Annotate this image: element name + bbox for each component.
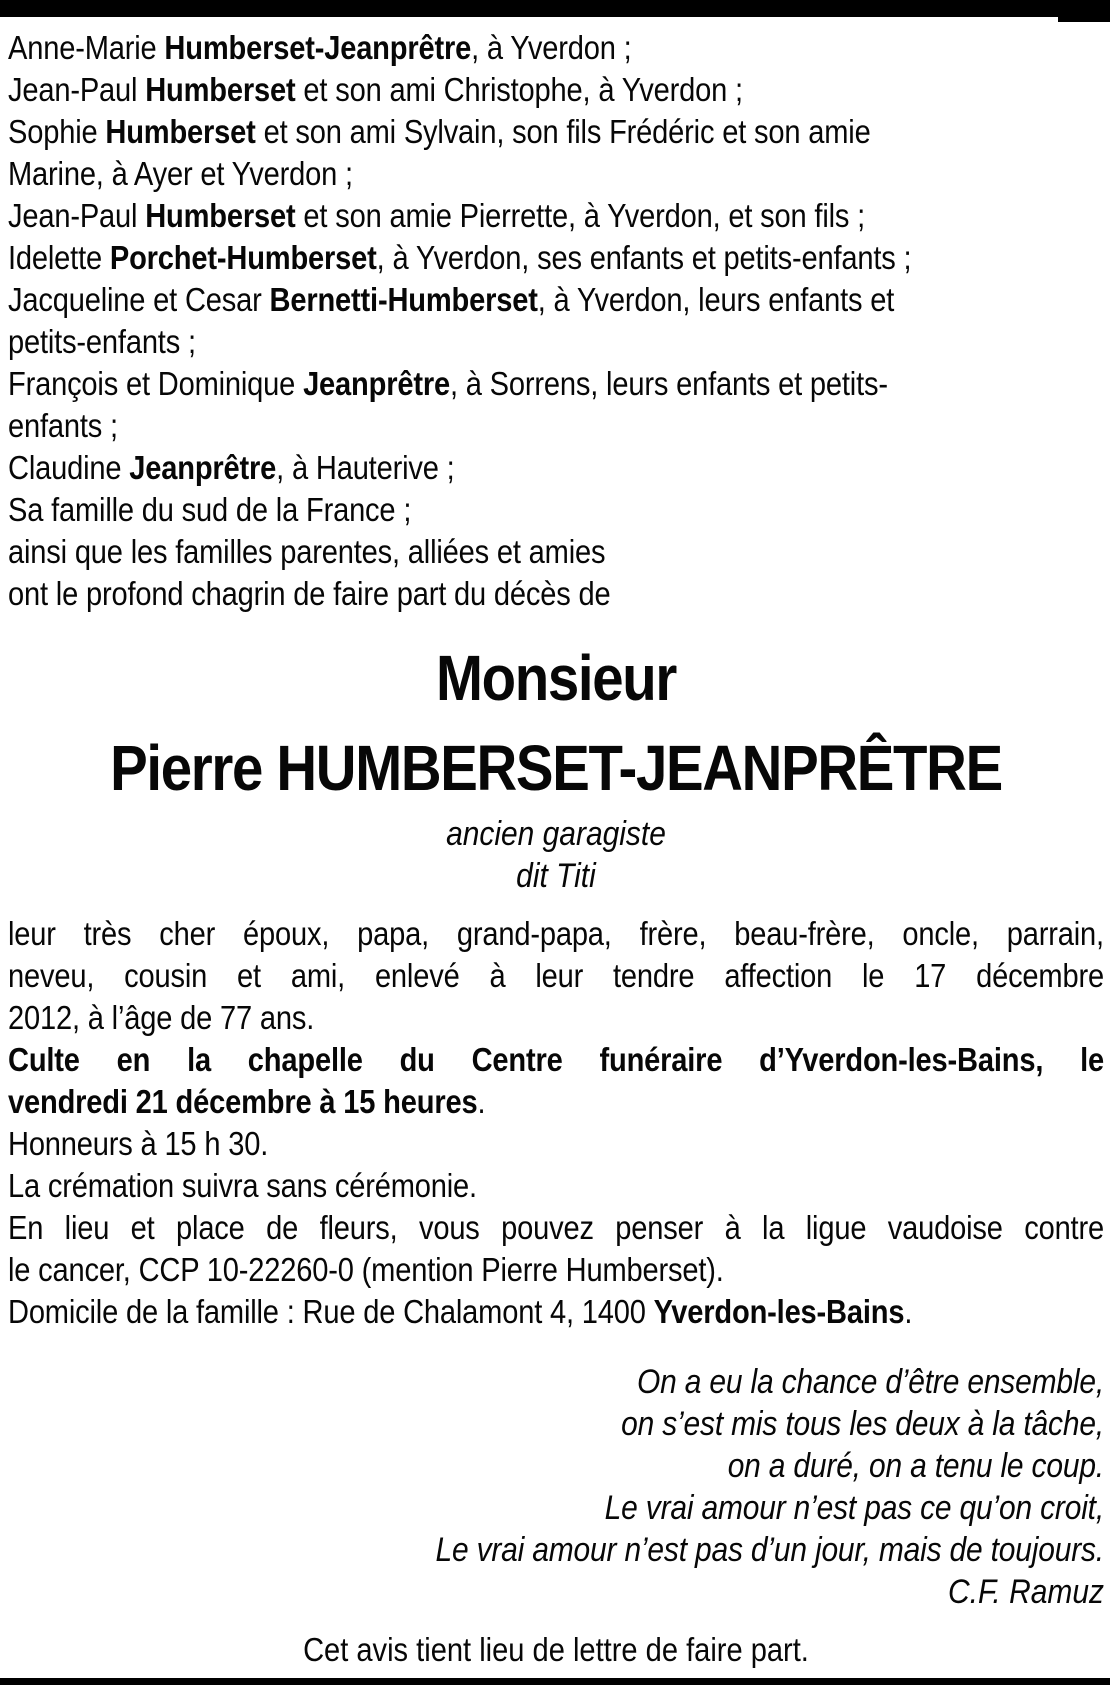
text-segment: ainsi que les familles parentes, alliées et amies bbox=[8, 533, 606, 570]
text-segment: et son ami Sylvain, son fils Frédéric et son amie bbox=[255, 113, 871, 150]
bottom-rule bbox=[0, 1678, 1110, 1685]
text-segment: Sophie bbox=[8, 113, 106, 150]
poem-line bbox=[8, 1403, 1104, 1445]
text-segment: neveu, cousin et ami, enlevé à leur tendre affection le 17 décembre bbox=[8, 957, 1104, 994]
text-segment: Honneurs à 15 h 30. bbox=[8, 1125, 269, 1162]
bold-text-segment: Yverdon-les-Bains bbox=[653, 1293, 905, 1330]
text-segment: on a duré, on a tenu le coup. bbox=[727, 1447, 1104, 1485]
announcement-line bbox=[8, 1249, 1104, 1291]
text-segment: Jacqueline et Cesar bbox=[8, 281, 270, 318]
text-segment: 2012, à l’âge de 77 ans. bbox=[8, 999, 315, 1036]
bold-text-segment: Jeanprêtre bbox=[303, 365, 450, 402]
text-segment: et son amie Pierrette, à Yverdon, et son fils ; bbox=[295, 197, 866, 234]
text-segment: petits-enfants ; bbox=[8, 323, 196, 360]
text-segment: Idelette bbox=[8, 239, 110, 276]
family-line bbox=[8, 237, 1104, 279]
family-line bbox=[8, 69, 1104, 111]
text-segment: , à Hauterive ; bbox=[276, 449, 455, 486]
text-segment: Sa famille du sud de la France ; bbox=[8, 491, 412, 528]
bold-text-segment: Humberset bbox=[145, 71, 296, 108]
closing-line: Cet avis tient lieu de lettre de faire part. bbox=[303, 1631, 809, 1668]
poem-block bbox=[8, 1361, 1104, 1571]
notice-sheet bbox=[8, 17, 1104, 1671]
text-segment: , à Yverdon ; bbox=[471, 29, 632, 66]
subtitle-nickname: dit Titi bbox=[516, 857, 596, 895]
family-line bbox=[8, 573, 1104, 615]
text-segment: On a eu la chance d’être ensemble, bbox=[637, 1363, 1104, 1401]
deceased-name: Pierre HUMBERSET-JEANPRÊTRE bbox=[110, 732, 1002, 804]
announcement-line bbox=[8, 913, 1104, 955]
text-segment: enfants ; bbox=[8, 407, 118, 444]
bold-text-segment: Jeanprêtre bbox=[129, 449, 277, 486]
text-segment: , à Yverdon, ses enfants et petits-enfants ; bbox=[376, 239, 912, 276]
text-segment: Jean-Paul bbox=[8, 197, 146, 234]
text-segment: ont le profond chagrin de faire part du décès de bbox=[8, 575, 611, 612]
text-segment: Le vrai amour n’est pas ce qu’on croit, bbox=[604, 1489, 1104, 1527]
family-line bbox=[8, 489, 1104, 531]
announcement-line bbox=[8, 1039, 1104, 1081]
announcement-body-block bbox=[8, 913, 1104, 1333]
announcement-line bbox=[8, 1291, 1104, 1333]
text-segment: , à Sorrens, leurs enfants et petits- bbox=[449, 365, 888, 402]
announcement-line bbox=[8, 1123, 1104, 1165]
announcement-line bbox=[8, 1207, 1104, 1249]
family-line bbox=[8, 447, 1104, 489]
bold-text-segment: Humberset bbox=[105, 113, 256, 150]
bold-text-segment: Bernetti-Humberset bbox=[269, 281, 538, 318]
announcement-line bbox=[8, 1081, 1104, 1123]
announcement-line bbox=[8, 1165, 1104, 1207]
text-segment: Domicile de la famille : Rue de Chalamont 4, 1400 bbox=[8, 1293, 654, 1330]
poem-line bbox=[8, 1361, 1104, 1403]
family-line bbox=[8, 195, 1104, 237]
text-segment: et son ami Christophe, à Yverdon ; bbox=[295, 71, 743, 108]
text-segment: , à Yverdon, leurs enfants et bbox=[537, 281, 895, 318]
family-line bbox=[8, 153, 1104, 195]
text-segment: François et Dominique bbox=[8, 365, 304, 402]
bold-text-segment: Humberset bbox=[145, 197, 296, 234]
announcement-line bbox=[8, 997, 1104, 1039]
family-line bbox=[8, 27, 1104, 69]
family-line bbox=[8, 321, 1104, 363]
family-line bbox=[8, 405, 1104, 447]
top-black-bar bbox=[0, 0, 1110, 17]
poem-line bbox=[8, 1445, 1104, 1487]
text-segment: leur très cher époux, papa, grand-papa, frère, beau-frère, oncle, parrain, bbox=[8, 915, 1104, 952]
text-segment: Marine, à Ayer et Yverdon ; bbox=[8, 155, 353, 192]
family-line bbox=[8, 363, 1104, 405]
poem-attribution: C.F. Ramuz bbox=[948, 1573, 1104, 1611]
text-segment: . bbox=[904, 1293, 913, 1330]
text-segment: La crémation suivra sans cérémonie. bbox=[8, 1167, 477, 1204]
text-segment: Anne-Marie bbox=[8, 29, 165, 66]
text-segment: le cancer, CCP 10-22260-0 (mention Pierre Humberset). bbox=[8, 1251, 724, 1288]
bold-text-segment: Humberset-Jeanprêtre bbox=[164, 29, 472, 66]
poem-line bbox=[8, 1487, 1104, 1529]
family-line bbox=[8, 279, 1104, 321]
headline-title-prefix: Monsieur bbox=[435, 642, 677, 714]
subtitle-occupation: ancien garagiste bbox=[446, 815, 666, 853]
headline-block bbox=[8, 633, 1104, 897]
bold-text-segment: Culte en la chapelle du Centre funéraire d’Yverdon-les-Bains, le bbox=[8, 1041, 1104, 1078]
text-segment: Le vrai amour n’est pas d’un jour, mais de toujours. bbox=[435, 1531, 1104, 1569]
bold-text-segment: vendredi 21 décembre à 15 heures bbox=[8, 1083, 478, 1120]
text-segment: Claudine bbox=[8, 449, 130, 486]
poem-line bbox=[8, 1529, 1104, 1571]
family-line bbox=[8, 531, 1104, 573]
text-segment: Jean-Paul bbox=[8, 71, 146, 108]
announcement-line bbox=[8, 955, 1104, 997]
family-list-block bbox=[8, 27, 1104, 615]
bold-text-segment: Porchet-Humberset bbox=[109, 239, 377, 276]
text-segment: En lieu et place de fleurs, vous pouvez penser à la ligue vaudoise contre bbox=[8, 1209, 1104, 1246]
text-segment: on s’est mis tous les deux à la tâche, bbox=[621, 1405, 1104, 1443]
text-segment: . bbox=[477, 1083, 486, 1120]
family-line bbox=[8, 111, 1104, 153]
